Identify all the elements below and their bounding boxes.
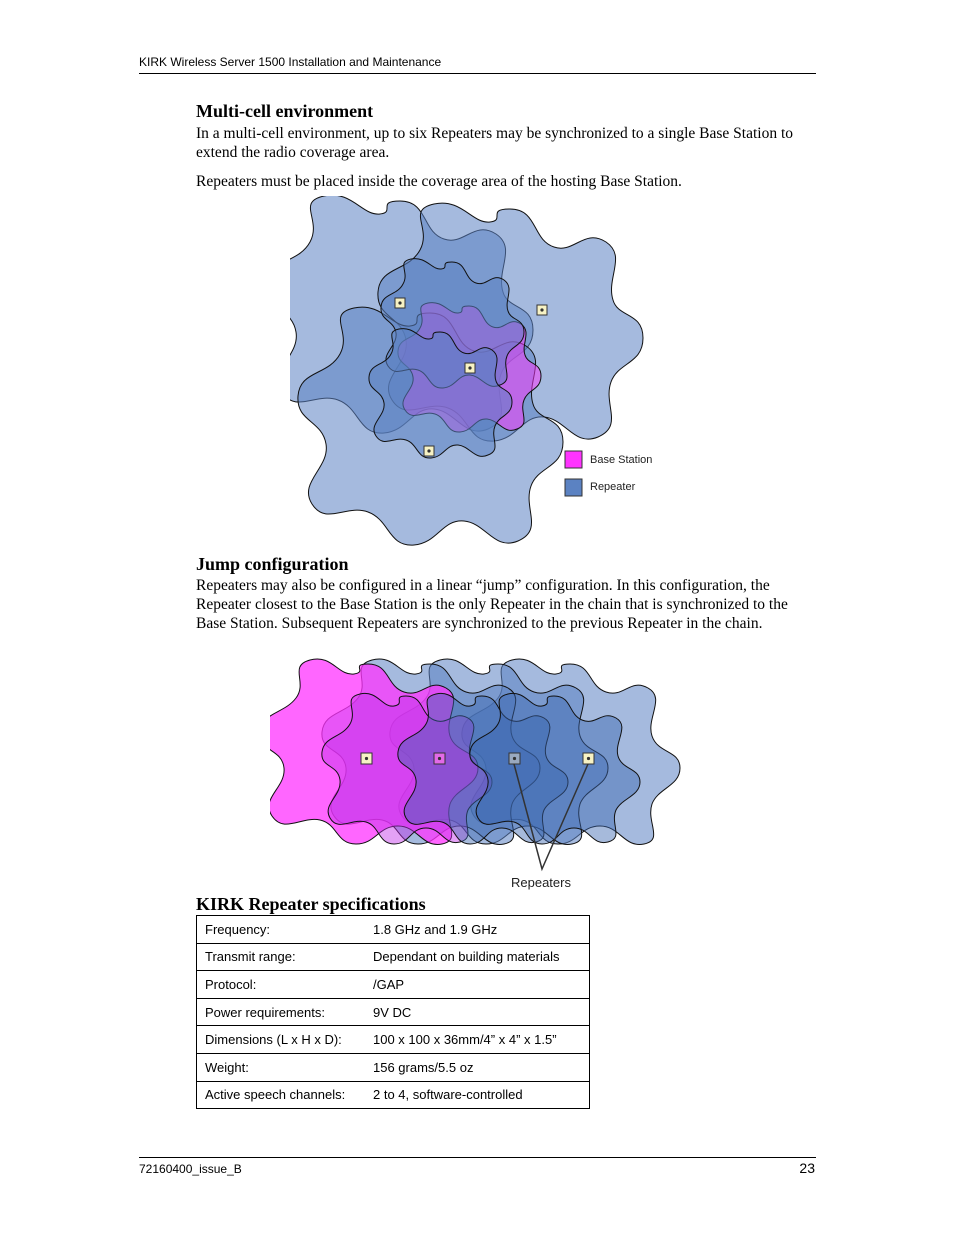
spec-value: 9V DC (365, 998, 590, 1026)
spec-value: /GAP (365, 971, 590, 999)
spec-label: Weight: (197, 1053, 366, 1081)
spec-label: Dimensions (L x H x D): (197, 1026, 366, 1054)
spec-value: Dependant on building materials (365, 943, 590, 971)
spec-row (197, 971, 590, 999)
running-header: KIRK Wireless Server 1500 Installation and Maintenance (139, 55, 442, 69)
legend-repeater-label: Repeater (590, 481, 636, 493)
callout-label: Repeaters (511, 875, 571, 890)
legend-base-label: Base Station (590, 454, 653, 466)
jump-para: Repeaters may also be configured in a linear “jump” configuration. In this configuration, the Repeater closest to the Base Station is the only Repeater in the chain that is synchronized to the Base Station. Subsequent Repeaters are synchronized to the previous Repeater in the chain. (196, 577, 788, 632)
spec-value: 1.8 GHz and 1.9 GHz (365, 916, 590, 944)
header-rule (139, 73, 816, 74)
page-number: 23 (799, 1160, 815, 1176)
legend-base-swatch (565, 451, 582, 468)
spec-row (197, 998, 590, 1026)
legend-repeater-swatch (565, 479, 582, 496)
specs-table (196, 915, 590, 1109)
multicell-diagram (290, 196, 670, 548)
multicell-heading: Multi-cell environment (196, 101, 374, 121)
jump-diagram (270, 658, 685, 894)
spec-row (197, 1081, 590, 1109)
multicell-para-2: Repeaters must be placed inside the coverage area of the hosting Base Station. (196, 173, 682, 190)
spec-row (197, 943, 590, 971)
spec-label: Protocol: (197, 971, 366, 999)
specs-heading: KIRK Repeater specifications (196, 894, 426, 914)
legend (565, 451, 652, 496)
spec-row (197, 1026, 590, 1054)
spec-value: 156 grams/5.5 oz (365, 1053, 590, 1081)
spec-row (197, 1053, 590, 1081)
footer-rule (139, 1157, 816, 1158)
spec-row (197, 916, 590, 944)
spec-label: Power requirements: (197, 998, 366, 1026)
jump-heading: Jump configuration (196, 554, 349, 574)
spec-label: Transmit range: (197, 943, 366, 971)
spec-label: Active speech channels: (197, 1081, 366, 1109)
spec-label: Frequency: (197, 916, 366, 944)
spec-value: 2 to 4, software-controlled (365, 1081, 590, 1109)
multicell-para-1: In a multi-cell environment, up to six Repeaters may be synchronized to a single Base Station to extend the radio coverage area. (196, 125, 794, 161)
footer-doc-id: 72160400_issue_B (139, 1162, 242, 1176)
spec-value: 100 x 100 x 36mm/4” x 4” x 1.5” (365, 1026, 590, 1054)
